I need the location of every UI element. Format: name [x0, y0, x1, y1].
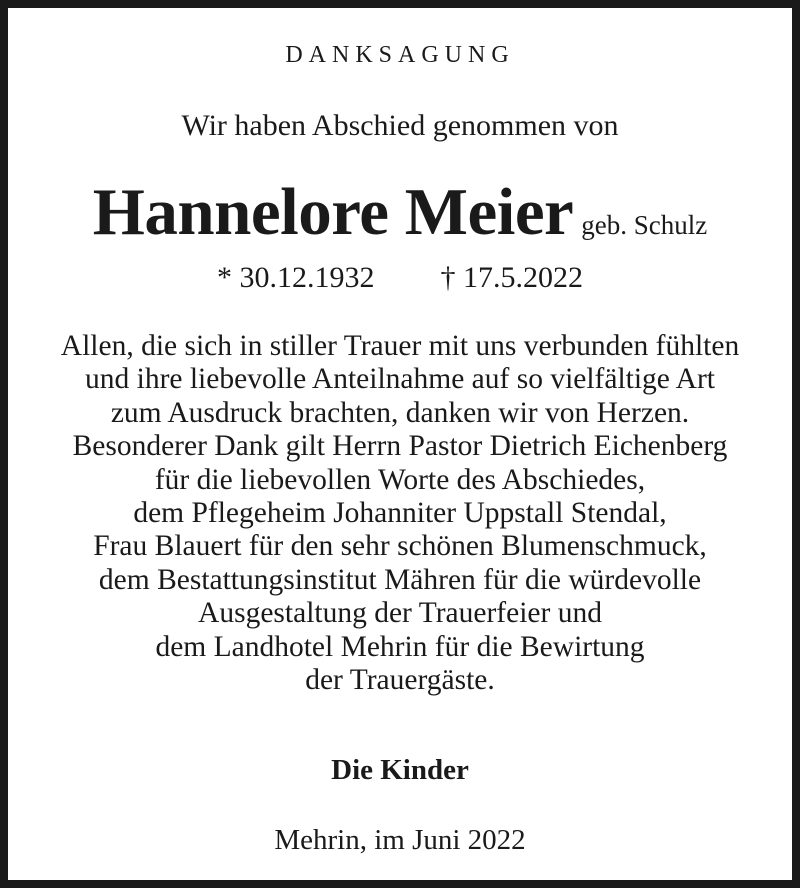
- notice-heading: DANKSAGUNG: [285, 42, 515, 68]
- signature: Die Kinder: [331, 754, 469, 786]
- death-date: † 17.5.2022: [440, 261, 583, 294]
- thanks-line: und ihre liebevolle Anteilnahme auf so vielfältige Art: [85, 363, 715, 396]
- life-dates: [8, 260, 792, 296]
- thanks-line: zum Ausdruck brachten, danken wir von Herzen.: [110, 396, 690, 429]
- thanks-line: dem Landhotel Mehrin für die Bewirtung: [155, 630, 645, 663]
- thanks-line: der Trauergäste.: [305, 664, 495, 697]
- thanks-line: dem Bestattungsinstitut Mähren für die würdevolle: [98, 563, 702, 596]
- place-and-date: Mehrin, im Juni 2022: [274, 824, 526, 856]
- thanks-text: [8, 330, 792, 697]
- thanks-line: Allen, die sich in stiller Trauer mit uns verbunden fühlten: [60, 330, 740, 362]
- thanks-line: Frau Blauert für den sehr schönen Blumenschmuck,: [93, 530, 707, 563]
- intro-text: Wir haben Abschied genommen von: [181, 109, 619, 142]
- thanks-line: dem Pflegeheim Johanniter Uppstall Stendal,: [133, 497, 667, 530]
- thanks-line: Besonderer Dank gilt Herrn Pastor Dietrich Eichenberg: [72, 430, 728, 463]
- deceased-name-line: [8, 174, 792, 268]
- thanks-line: für die liebevollen Worte des Abschiedes,: [154, 463, 646, 496]
- thanks-line: Ausgestaltung der Trauerfeier und: [198, 597, 602, 630]
- maiden-name: geb. Schulz: [581, 210, 708, 240]
- birth-date: * 30.12.1932: [217, 261, 375, 294]
- deceased-name: Hannelore Meier: [92, 175, 574, 249]
